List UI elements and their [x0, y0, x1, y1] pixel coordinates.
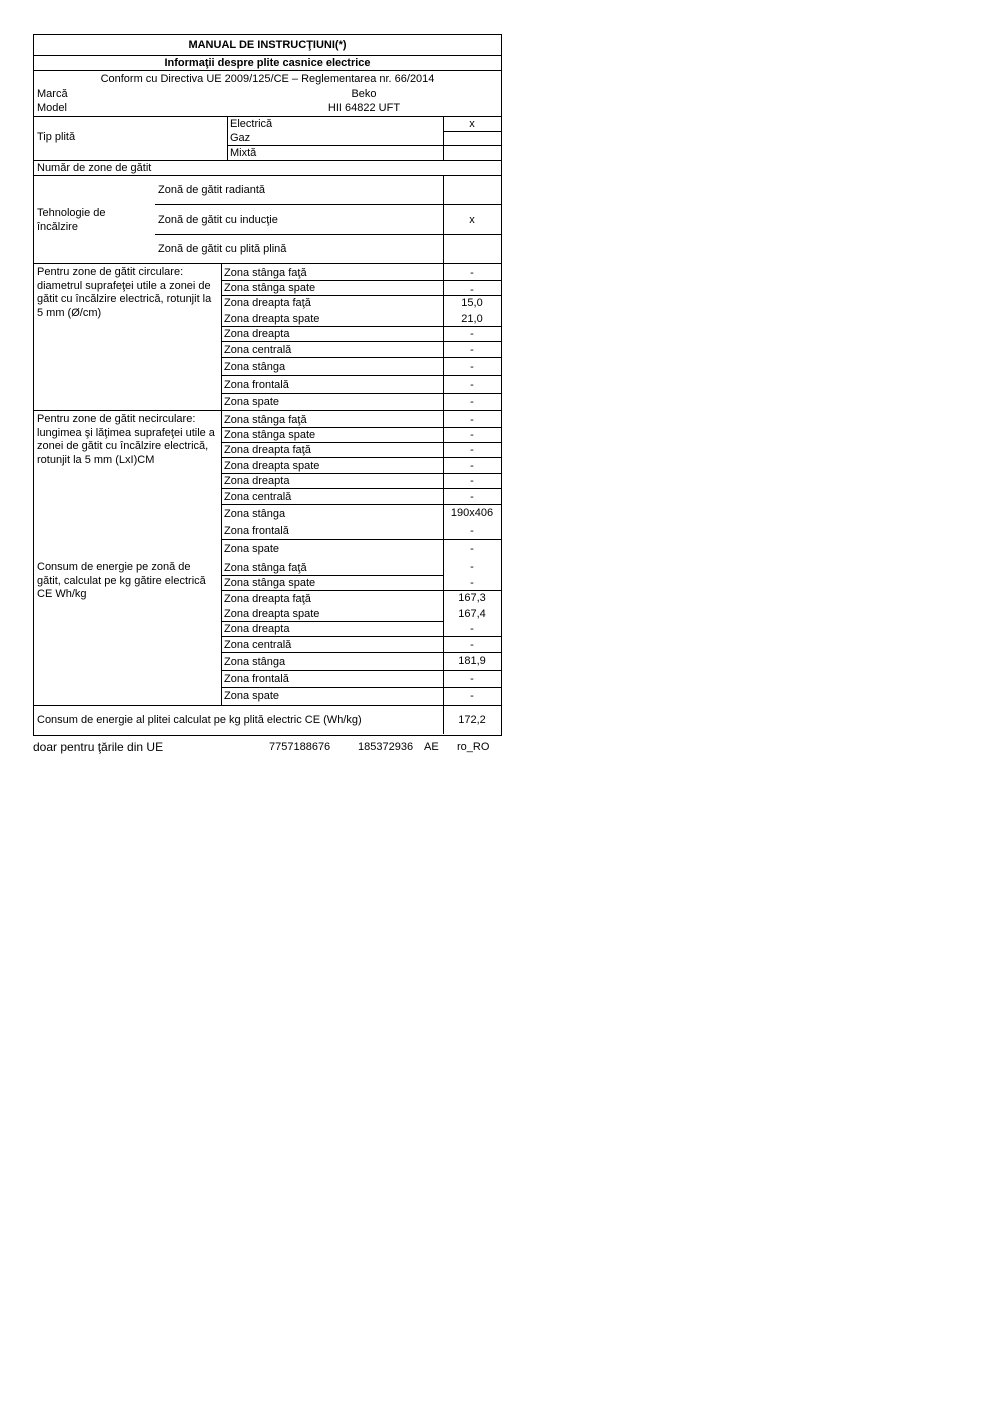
- zone-label: Zona spate: [224, 396, 280, 408]
- brand-label: Marcă: [37, 88, 68, 100]
- zone-label: Zona stânga faţă: [224, 562, 307, 574]
- divider: [221, 442, 501, 443]
- zone-label: Zona centrală: [224, 344, 292, 356]
- zone-label: Zona frontală: [224, 379, 289, 391]
- document-title: MANUAL DE INSTRUCŢIUNI(*): [188, 39, 347, 51]
- divider: [221, 636, 501, 637]
- divider: [221, 488, 501, 489]
- zone-label: Zona centrală: [224, 639, 292, 651]
- divider: [33, 705, 501, 706]
- divider: [221, 575, 443, 576]
- divider: [221, 341, 501, 342]
- divider: [221, 295, 501, 296]
- noncircular-label: Pentru zone de gătit necirculare: lungimea şi lăţimea suprafeţei utile a zonei de gătit cu încălzire electrică, rotunjit la 5 mm (LxI)CM: [37, 413, 215, 466]
- document-subtitle: Informaţii despre plite casnice electrice: [164, 57, 371, 69]
- divider: [221, 410, 222, 705]
- divider: [221, 473, 501, 474]
- zone-value: -: [470, 690, 474, 702]
- divider: [221, 263, 222, 410]
- divider: [221, 687, 501, 688]
- zone-value: -: [470, 284, 474, 296]
- hob-type-label: Tip plită: [37, 131, 76, 143]
- heating-option: Zonă de gătit cu plită plină: [158, 243, 287, 255]
- energy-zone-label: Consum de energie pe zonă de gătit, calculat pe kg gătire electrică CE Wh/kg: [37, 561, 206, 600]
- divider: [221, 670, 501, 671]
- divider: [227, 145, 501, 146]
- zone-label: Zona centrală: [224, 491, 292, 503]
- divider: [443, 131, 501, 132]
- divider: [33, 116, 501, 117]
- zone-value: 181,9: [458, 655, 486, 667]
- divider: [221, 326, 501, 327]
- model-value: HII 64822 UFT: [327, 102, 401, 114]
- zone-value: 190x406: [450, 507, 494, 519]
- divider: [33, 70, 501, 71]
- zone-label: Zona dreapta spate: [224, 460, 320, 472]
- zone-label: Zona stânga faţă: [224, 267, 307, 279]
- circular-label: Pentru zone de gătit circulare: diametrul suprafeţei utile a zonei de gătit cu încălzire electrică, rotunjit la 5 mm (Ø/cm): [37, 266, 212, 319]
- zone-label: Zona dreapta spate: [224, 313, 320, 325]
- zone-label: Zona dreapta spate: [224, 608, 320, 620]
- zone-label: Zona dreapta: [224, 328, 290, 340]
- zone-count-label: Număr de zone de gătit: [37, 162, 152, 174]
- divider: [33, 175, 501, 176]
- divider: [221, 280, 501, 281]
- divider: [227, 116, 228, 160]
- footer-code: 7757188676: [269, 741, 331, 753]
- heating-option: Zonă de gătit cu inducţie: [158, 214, 278, 226]
- zone-value: -: [470, 491, 474, 503]
- model-label: Model: [37, 102, 67, 114]
- zone-label: Zona stânga spate: [224, 429, 316, 441]
- zone-label: Zona spate: [224, 690, 280, 702]
- divider: [221, 357, 501, 358]
- hob-type-option: Gaz: [230, 132, 251, 144]
- zone-value: -: [470, 429, 474, 441]
- divider: [33, 160, 501, 161]
- zone-value: -: [470, 344, 474, 356]
- divider: [221, 457, 501, 458]
- zone-value: 167,3: [458, 592, 486, 604]
- energy-total-label: Consum de energie al plitei calculat pe kg plită electric CE (Wh/kg): [37, 714, 362, 726]
- zone-value: -: [470, 267, 474, 279]
- zone-value: -: [470, 379, 474, 391]
- zone-label: Zona stânga faţă: [224, 414, 307, 426]
- zone-value: 167,4: [458, 608, 486, 620]
- divider: [155, 234, 501, 235]
- zone-value: -: [470, 639, 474, 651]
- divider: [221, 652, 501, 653]
- zone-value: -: [470, 475, 474, 487]
- zone-label: Zona dreapta: [224, 623, 290, 635]
- footer-locale: ro_RO: [457, 741, 490, 753]
- divider: [33, 55, 501, 56]
- zone-label: Zona stânga spate: [224, 282, 316, 294]
- heating-mark: x: [469, 214, 475, 226]
- zone-value: -: [470, 543, 474, 555]
- hob-type-mark: x: [469, 118, 475, 130]
- footer-code: AE: [424, 741, 439, 753]
- zone-value: -: [470, 328, 474, 340]
- zone-value: 21,0: [461, 313, 483, 325]
- zone-label: Zona frontală: [224, 525, 289, 537]
- divider: [221, 621, 443, 622]
- zone-value: -: [470, 525, 474, 537]
- divider: [33, 263, 501, 264]
- footer-code: 185372936: [358, 741, 414, 753]
- zone-label: Zona dreapta faţă: [224, 593, 311, 605]
- divider: [33, 410, 501, 411]
- directive-text: Conform cu Directiva UE 2009/125/CE – Reglementarea nr. 66/2014: [100, 73, 435, 85]
- divider: [221, 590, 501, 591]
- zone-value: -: [470, 414, 474, 426]
- divider: [155, 204, 501, 205]
- hob-type-option: Electrică: [230, 118, 273, 130]
- divider: [221, 539, 501, 540]
- zone-label: Zona dreapta faţă: [224, 297, 311, 309]
- zone-value: 15,0: [461, 297, 483, 309]
- zone-label: Zona stânga: [224, 361, 286, 373]
- zone-value: -: [470, 577, 474, 589]
- zone-value: -: [470, 673, 474, 685]
- zone-label: Zona spate: [224, 543, 280, 555]
- divider: [221, 504, 501, 505]
- zone-value: -: [470, 361, 474, 373]
- zone-label: Zona stânga: [224, 656, 286, 668]
- energy-total-value: 172,2: [458, 714, 486, 726]
- zone-value: -: [470, 561, 474, 573]
- heating-option: Zonă de gătit radiantă: [158, 184, 266, 196]
- zone-label: Zona dreapta faţă: [224, 444, 311, 456]
- divider: [221, 375, 501, 376]
- zone-value: -: [470, 396, 474, 408]
- footer-note: doar pentru ţările din UE: [33, 740, 164, 754]
- zone-label: Zona frontală: [224, 673, 289, 685]
- brand-value: Beko: [351, 88, 377, 100]
- hob-type-option: Mixtă: [230, 147, 257, 159]
- zone-value: -: [470, 460, 474, 472]
- zone-value: -: [470, 444, 474, 456]
- heating-label: Tehnologie de încălzire: [37, 207, 106, 233]
- divider: [221, 427, 501, 428]
- zone-label: Zona dreapta: [224, 475, 290, 487]
- zone-label: Zona stânga: [224, 508, 286, 520]
- divider: [221, 393, 501, 394]
- zone-value: -: [470, 623, 474, 635]
- zone-label: Zona stânga spate: [224, 577, 316, 589]
